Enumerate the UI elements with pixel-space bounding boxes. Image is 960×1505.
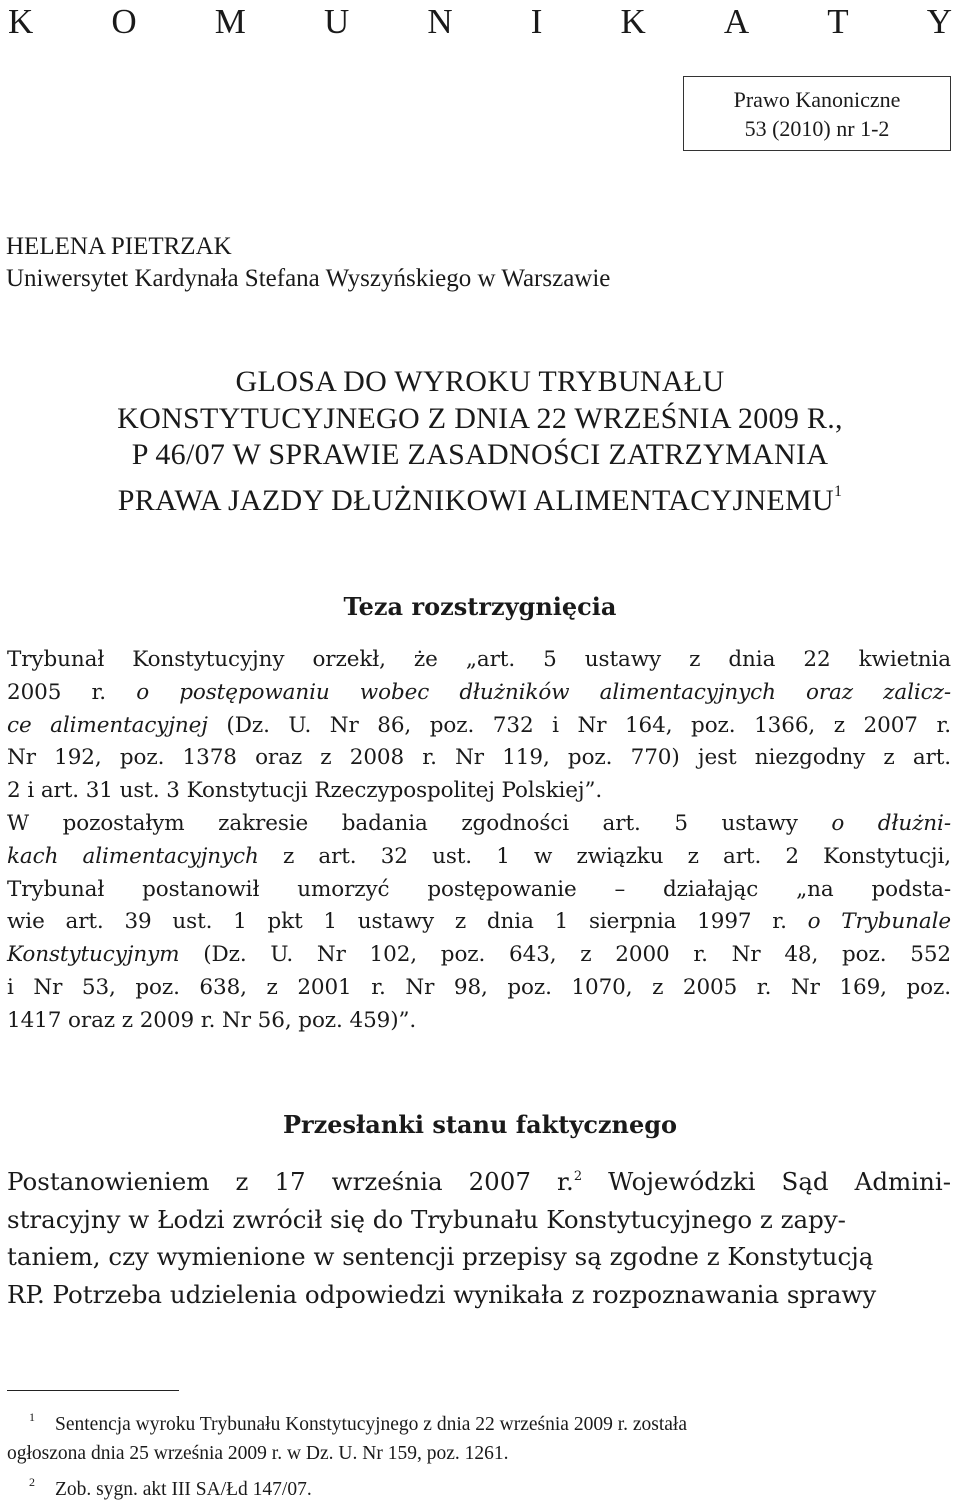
article-title — [0, 364, 960, 519]
header-letter: K — [620, 2, 646, 41]
paragraph-line — [7, 710, 951, 743]
journal-name: Prawo Kanoniczne — [733, 87, 901, 112]
paragraph-text: 1417 oraz z 2009 r. Nr 56, poz. 459)”. — [7, 1007, 417, 1033]
paragraph-line — [7, 906, 951, 939]
paragraph-przeslanki — [7, 1158, 951, 1313]
paragraph-line — [7, 742, 951, 775]
footnote-text: Zob. sygn. akt III SA/Łd 147/07. — [55, 1479, 312, 1500]
header-letter: I — [530, 2, 543, 41]
section-heading-teza: Teza rozstrzygnięcia — [343, 592, 617, 621]
paragraph-line — [7, 939, 951, 972]
paragraph-text: wie art. 39 ust. 1 pkt 1 ustawy z dnia 1 sierpnia 1997 r. o Trybunale — [7, 909, 951, 935]
paragraph-line — [7, 972, 951, 1005]
author-name: HELENA PIETRZAK — [6, 233, 232, 260]
section-header-komunikaty — [8, 0, 952, 44]
title-line — [0, 474, 960, 520]
footnote — [7, 1468, 951, 1505]
paragraph-teza — [7, 644, 951, 1038]
paragraph-text: kach alimentacyjnych z art. 32 ust. 1 w związku z art. 2 Konstytucji, — [7, 843, 951, 869]
paragraph-text: 2 i art. 31 ust. 3 Konstytucji Rzeczypospolitej Polskiej”. — [7, 778, 603, 804]
header-letter: O — [111, 2, 137, 41]
header-letter: T — [827, 2, 849, 41]
footnote-text: Sentencja wyroku Trybunału Konstytucyjnego z dnia 22 września 2009 r. została — [55, 1414, 688, 1435]
paragraph-text: Trybunał Konstytucyjny orzekł, że „art. 5 ustawy z dnia 22 kwietnia — [7, 647, 951, 672]
title-line: KONSTYTUCYJNEGO Z DNIA 22 WRZEŚNIA 2009 R., — [117, 401, 843, 435]
header-letter: A — [723, 2, 750, 41]
paragraph-line: RP. Potrzeba udzielenia odpowiedzi wynikała z rozpoznawania sprawy — [7, 1279, 877, 1309]
paragraph-text: Postanowieniem z 17 września 2007 r.$^2$ Wojewódzki Sąd Admini- — [7, 1167, 952, 1196]
paragraph-line — [7, 677, 951, 710]
footnote-number: 2 — [29, 1475, 35, 1489]
title-line-text: PRAWA JAZDY DŁUŻNIKOWI ALIMENTACYJNEMU — [117, 483, 834, 517]
section-heading-przeslanki: Przesłanki stanu faktycznego — [282, 1110, 678, 1139]
footnote-divider — [7, 1390, 179, 1391]
footnotes — [7, 1403, 951, 1505]
paragraph-text: Konstytucyjnym (Dz. U. Nr 102, poz. 643, z 2000 r. Nr 48, poz. 552 — [7, 942, 951, 968]
paragraph-line — [7, 808, 951, 841]
header-letter: N — [427, 2, 453, 41]
header-letter: U — [323, 2, 350, 41]
paragraph-text: i Nr 53, poz. 638, z 2001 r. Nr 98, poz. 1070, z 2005 r. Nr 169, poz. — [7, 974, 951, 1000]
paragraph-line — [7, 1005, 951, 1038]
journal-info-box — [683, 76, 951, 151]
footnote-number: 1 — [29, 1410, 35, 1424]
paragraph-text: Trybunał postanowił umorzyć postępowanie – działając „na podsta- — [7, 876, 951, 902]
author-affiliation: Uniwersytet Kardynała Stefana Wyszyńskiego w Warszawie — [6, 265, 611, 292]
paragraph-line: taniem, czy wymienione w sentencji przepisy są zgodne z Konstytucją — [7, 1242, 874, 1271]
paragraph-text: ce alimentacyjnej (Dz. U. Nr 86, poz. 732 i Nr 164, poz. 1366, z 2007 r. — [7, 712, 952, 738]
footnote-ref[interactable]: 1 — [833, 482, 843, 500]
footnote-text: ogłoszona dnia 25 września 2009 r. w Dz. U. Nr 159, poz. 1261. — [7, 1442, 509, 1464]
paragraph-line — [7, 841, 951, 874]
title-line: P 46/07 W SPRAWIE ZASADNOŚCI ZATRZYMANIA — [131, 438, 829, 471]
author-block — [6, 231, 610, 295]
header-letter: K — [8, 2, 34, 41]
footnote — [7, 1403, 951, 1440]
header-letter: M — [214, 2, 246, 41]
footnote-ref[interactable]: 2 — [573, 1169, 583, 1184]
paragraph-line — [7, 874, 951, 907]
header-letter: Y — [926, 2, 952, 41]
paragraph-text: Nr 192, poz. 1378 oraz z 2008 r. Nr 119, poz. 770) jest niezgodny z art. — [7, 745, 951, 771]
footnote — [7, 1440, 951, 1469]
paragraph-text: 2005 r. o postępowaniu wobec dłużników alimentacyjnych oraz zalicz- — [7, 679, 951, 705]
paragraph-line — [7, 1158, 951, 1201]
paragraph-line — [7, 644, 951, 677]
paragraph-text: W pozostałym zakresie badania zgodności art. 5 ustawy o dłużni- — [7, 810, 951, 836]
title-line: GLOSA DO WYROKU TRYBUNAŁU — [235, 365, 725, 398]
paragraph-line — [7, 775, 951, 808]
journal-issue: 53 (2010) nr 1-2 — [744, 116, 890, 141]
paragraph-line: stracyjny w Łodzi zwrócił się do Trybunału Konstytucyjnego z zapy- — [7, 1204, 846, 1234]
